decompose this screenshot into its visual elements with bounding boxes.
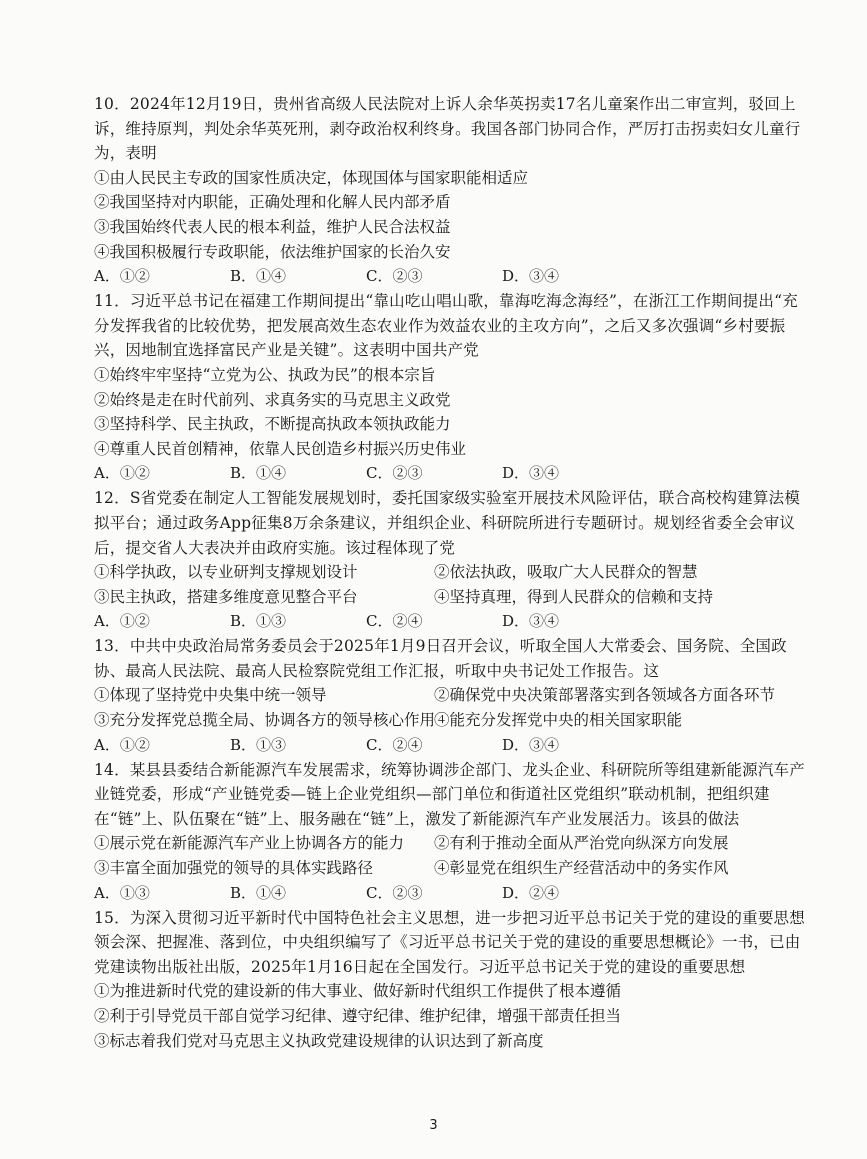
- answer-b: B．①③: [230, 735, 287, 754]
- answer-c: C．②④: [366, 735, 423, 754]
- page-number: 3: [429, 1118, 438, 1133]
- answer-d: D．③④: [502, 735, 560, 754]
- question-stem: 15．为深入贯彻习近平新时代中国特色社会主义思想，进一步把习近平总书记关于党的建设的重要思想领会深、把握准、落到位，中央组织编写了《习近平总书记关于党的建设的重要思想概论》一书，已由党建读物出版社出版，2025年1月16日起在全国发行。习近平总书记关于党的建设的重要思想: [94, 908, 805, 976]
- option: ③我国始终代表人民的根本利益，维护人民合法权益: [94, 217, 451, 236]
- answer-b: B．①④: [230, 267, 287, 286]
- answer-choices: [94, 264, 807, 289]
- answer-choices: [94, 881, 807, 906]
- option: ①体现了坚持党中央集中统一领导: [94, 686, 327, 705]
- answer-c: C．②③: [366, 464, 423, 483]
- answer-a: A．①②: [94, 735, 150, 754]
- option: ①由人民民主专政的国家性质决定，体现国体与国家职能相适应: [94, 168, 529, 187]
- option-row: [94, 585, 807, 610]
- option: ④坚持真理，得到人民群众的信赖和支持: [434, 587, 714, 606]
- question-stem: 11．习近平总书记在福建工作期间提出“靠山吃山唱山歌，靠海吃海念海经”，在浙江工作期间提出“充分发挥我省的比较优势，把发展高效生态农业作为效益农业的主攻方向”，之后又多次强调“乡村要振兴，因地制宜选择富民产业是关键”。这表明中国共产党: [94, 292, 798, 360]
- answer-choices: [94, 461, 807, 486]
- answer-a: A．①③: [94, 883, 150, 902]
- option: ②有利于推动全面从严治党向纵深方向发展: [434, 834, 729, 853]
- option: ②始终是走在时代前列、求真务实的马克思主义政党: [94, 390, 451, 409]
- question-11: [94, 289, 807, 486]
- answer-c: C．②③: [366, 883, 423, 902]
- option: ②利于引导党员干部自觉学习纪律、遵守纪律、维护纪律，增强干部责任担当: [94, 1007, 622, 1025]
- option: ③标志着我们党对马克思主义执政党建设规律的认识达到了新高度: [94, 1031, 544, 1050]
- question-12: [94, 486, 807, 634]
- option: ④尊重人民首创精神，依靠人民创造乡村振兴历史伟业: [94, 439, 467, 458]
- option: ③坚持科学、民主执政，不断提高执政本领执政能力: [94, 415, 451, 434]
- answer-d: D．③④: [502, 612, 560, 631]
- question-stem: 14．某县县委结合新能源汽车发展需求，统筹协调涉企部门、龙头企业、科研院所等组建新能源汽车产业链党委，形成“产业链党委—链上企业党组织—部门单位和街道社区党组织”联动机制，把组织建在“链”上、队伍聚在“链”上、服务融在“链”上，激发了新能源汽车产业发展活力。该县的做法: [94, 760, 805, 828]
- answer-c: C．②④: [366, 612, 423, 631]
- option: ③民主执政，搭建多维度意见整合平台: [94, 587, 358, 606]
- answer-choices: [94, 733, 807, 758]
- option: ③丰富全面加强党的领导的具体实践路径: [94, 859, 374, 878]
- answer-b: B．①③: [230, 612, 287, 631]
- option-row: [94, 831, 807, 856]
- answer-b: B．①④: [230, 883, 287, 902]
- question-stem: 13．中共中央政治局常务委员会于2025年1月9日召开会议，听取全国人大常委会、国务院、全国政协、最高人民法院、最高人民检察院党组工作汇报，听取中央书记处工作报告。这: [94, 637, 787, 680]
- question-15: [94, 906, 807, 1054]
- answer-a: A．①②: [94, 464, 150, 483]
- option: ②我国坚持对内职能，正确处理和化解人民内部矛盾: [94, 193, 451, 212]
- option: ②确保党中央决策部署落实到各领域各方面各环节: [434, 686, 776, 705]
- option-row: [94, 683, 807, 708]
- option-row: [94, 856, 807, 881]
- question-13: [94, 634, 807, 757]
- option: ①科学执政，以专业研判支撑规划设计: [94, 563, 358, 582]
- option-row: [94, 560, 807, 585]
- answer-a: A．①②: [94, 267, 150, 286]
- answer-d: D．③④: [502, 464, 560, 483]
- option: ④我国积极履行专政职能，依法维护国家的长治久安: [94, 242, 451, 261]
- option: ①展示党在新能源汽车产业上协调各方的能力: [94, 834, 405, 853]
- answer-choices: [94, 609, 807, 634]
- option-row: [94, 708, 807, 733]
- answer-d: D．③④: [502, 267, 560, 286]
- question-10: [94, 92, 807, 289]
- option: ④彰显党在组织生产经营活动中的务实作风: [434, 859, 729, 878]
- answer-d: D．②④: [502, 883, 560, 902]
- question-stem: 12．S省党委在制定人工智能发展规划时，委托国家级实验室开展技术风险评估，联合高校构建算法模拟平台；通过政务App征集8万余条建议，并组织企业、科研院所进行专题研讨。规划经省委全会审议后，提交省人大表决并由政府实施。该过程体现了党: [94, 489, 801, 557]
- option: ④能充分发挥党中央的相关国家职能: [434, 711, 683, 730]
- answer-c: C．②③: [366, 267, 423, 286]
- option: ②依法执政，吸取广大人民群众的智慧: [434, 563, 698, 582]
- answer-a: A．①②: [94, 612, 150, 631]
- option: ③充分发挥党总揽全局、协调各方的领导核心作用: [94, 711, 436, 730]
- answer-b: B．①④: [230, 464, 287, 483]
- question-stem: 10．2024年12月19日，贵州省高级人民法院对上诉人余华英拐卖17名儿童案作出二审宣判，驳回上诉，维持原判，判处余华英死刑，剥夺政治权利终身。我国各部门协同合作，严厉打击拐卖妇女儿童行为，表明: [94, 95, 801, 163]
- option: ①为推进新时代党的建设新的伟大事业、做好新时代组织工作提供了根本遵循: [94, 982, 622, 1001]
- question-14: [94, 758, 807, 906]
- option: ①始终牢牢坚持“立党为公、执政为民”的根本宗旨: [94, 365, 436, 384]
